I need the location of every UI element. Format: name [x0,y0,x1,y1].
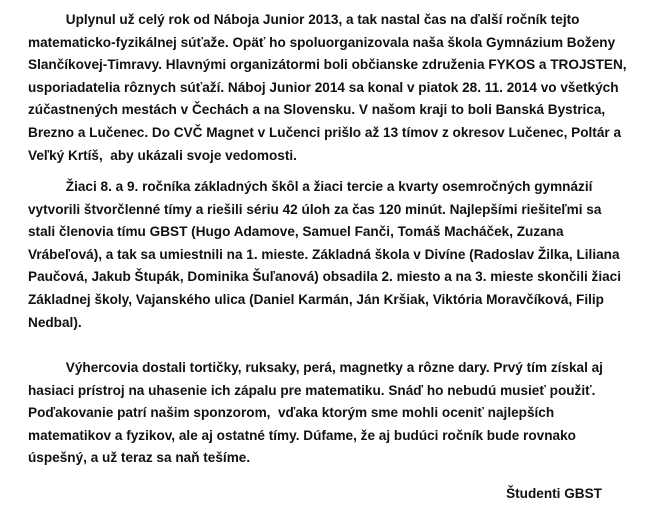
text-line: Vrábeľová), a tak sa umiestnili na 1. mieste. Základná škola v Divíne (Radoslav Žilka, Liliana [28,246,620,262]
text-line: hasiaci prístroj na uhasenie ich zápalu pre matematiku. Snáď ho nebudú musieť použiť. [28,382,596,398]
text-line: úspešný, a už teraz sa naň tešíme. [28,450,251,466]
text-line: vytvorili štvorčlenné tímy a riešili sériu 42 úloh za čas 120 minút. Najlepšími riešiteľmi sa [28,201,602,217]
paragraph-prizes [28,357,648,470]
text-line: Brezno a Lučenec. Do CVČ Magnet v Lučenci prišlo až 13 tímov z okresov Lučenec, Poltár a [28,124,622,140]
text-line: Žiaci 8. a 9. ročníka základných škôl a žiaci tercie a kvarty osemročných gymnázií [28,179,593,194]
text-line: zúčastnených mestách v Čechách a na Slovensku. V našom kraji to boli Banská Bystrica, [28,102,606,118]
text-line: Poďakovanie patrí našim sponzorom, vďaka ktorým sme mohli oceniť najlepších [28,405,555,421]
paragraph-intro [28,9,648,167]
text-line: matematicko-fyzikálnej súťaže. Opäť ho spoluorganizovala naša škola Gymnázium Boženy [28,34,616,50]
text-line: Nedbal). [28,314,82,330]
text-line: stali členovia tímu GBST (Hugo Adamove, Samuel Fanči, Tomáš Macháček, Zuzana [28,224,564,240]
signature: Študenti GBST [506,486,602,501]
text-line: Základnej školy, Vajanského ulica (Daniel Karmán, Ján Kršiak, Viktória Moravčíková, Filip [28,291,604,307]
text-line: Slančíkovej-Timravy. Hlavnými organizátormi boli občianske združenia FYKOS a TROJSTEN, [28,57,627,73]
paragraph-results [28,176,648,334]
text-line: Paučová, Jakub Štupák, Dominika Šuľanová) obsadila 2. miesto a na 3. mieste skončili žiaci [28,269,622,285]
text-line: Uplynul už celý rok od Náboja Junior 2013, a tak nastal čas na ďalší ročník tejto [28,12,580,27]
text-line: Veľký Krtíš, aby ukázali svoje vedomosti. [28,147,297,163]
text-line: matematikov a fyzikov, ale aj ostatné tímy. Dúfame, že aj budúci ročník bude rovnako [28,427,576,443]
text-line: usporiadatelia rôznych súťaží. Náboj Junior 2014 sa konal v piatok 28. 11. 2014 vo všetkých [28,79,619,95]
text-line: Výhercovia dostali tortičky, ruksaky, perá, magnetky a rôzne dary. Prvý tím získal aj [28,360,603,375]
